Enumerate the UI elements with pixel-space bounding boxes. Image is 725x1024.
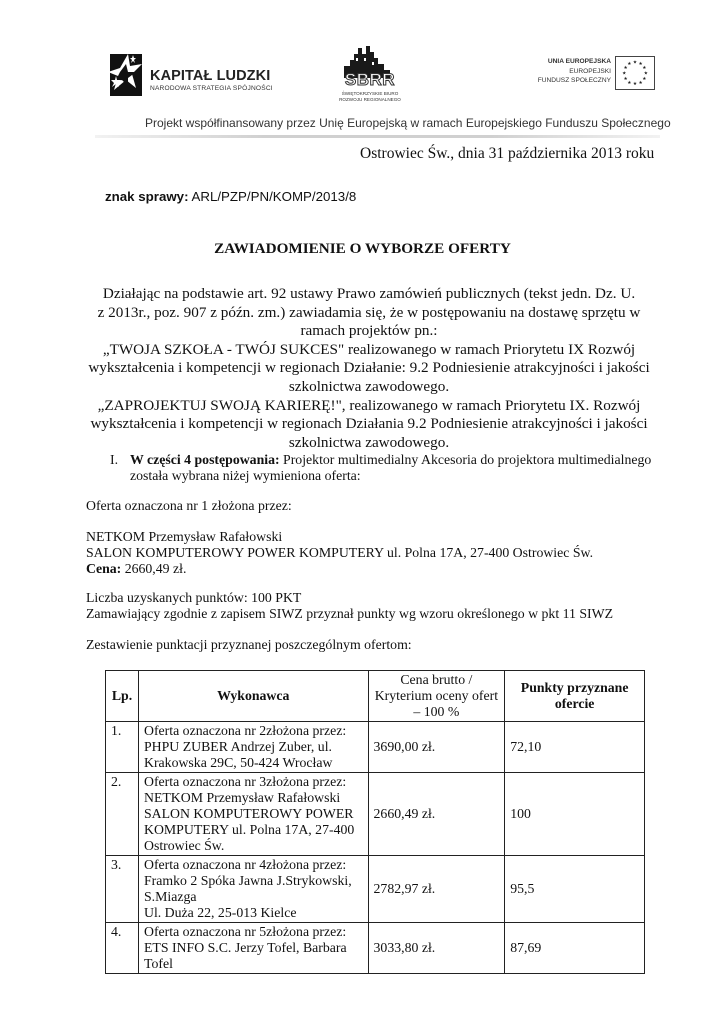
table-header-row — [106, 671, 645, 722]
eu-flag-icon — [615, 56, 655, 90]
part-text-continued: została wybrana niżej wymieniona oferta: — [130, 468, 361, 483]
offer-price — [86, 561, 186, 577]
contractor-line: Oferta oznaczona nr 3złożona przez: — [143, 774, 347, 789]
svg-text:★: ★ — [623, 65, 628, 71]
offer-price-label: Cena: — [86, 561, 122, 576]
offer-price-value: 2660,49 zł. — [121, 561, 187, 576]
row-contractor — [138, 773, 368, 856]
sbrr-subtitle-line: ŚWIĘTOKRZYSKIE BIURO — [341, 91, 399, 96]
intro-line: wykształcenia i kompetencji w regionach Działania 9.2 Podniesienie atrakcyjności i jakości — [90, 415, 648, 433]
row-lp: 3. — [106, 856, 139, 923]
contractor-line: Oferta oznaczona nr 5złożona przez: — [143, 924, 347, 939]
intro-line: szkolnictwa zawodowego. — [288, 433, 450, 451]
row-contractor — [138, 923, 368, 974]
contractor-line: S.Miazga — [143, 889, 197, 904]
intro-line: „ZAPROJEKTUJ SWOJĄ KARIERĘ!", realizowanego w ramach Priorytetu IX. Rozwój — [97, 396, 641, 414]
contractor-line: Oferta oznaczona nr 2złożona przez: — [143, 723, 347, 738]
row-price: 3690,00 zł. — [368, 722, 505, 773]
row-lp: 1. — [106, 722, 139, 773]
sbrr-title: SBRR — [344, 70, 396, 89]
date-line: Ostrowiec Św., dnia 31 października 2013 roku — [360, 145, 655, 162]
kapital-ludzki-emblem-icon — [106, 50, 146, 100]
row-lp: 2. — [106, 773, 139, 856]
svg-text:★: ★ — [632, 82, 638, 88]
offer-heading: Oferta oznaczona nr 1 złożona przez: — [86, 498, 292, 513]
intro-line: z 2013r., poz. 907 z późn. zm.) zawiadamia się, że w postępowaniu na dostawę sprzętu w — [97, 303, 641, 321]
points-table — [105, 670, 645, 974]
row-price: 2782,97 zł. — [368, 856, 505, 923]
svg-text:★: ★ — [622, 71, 627, 77]
svg-text:★: ★ — [623, 77, 628, 83]
contractor-line: Oferta oznaczona nr 4złożona przez: — [143, 857, 347, 872]
kapital-ludzki-subtitle: NARODOWA STRATEGIA SPÓJNOŚCI — [150, 85, 273, 92]
contractor-line: Tofel — [143, 956, 173, 971]
table-row — [106, 773, 645, 856]
case-label: znak sprawy: — [105, 189, 189, 204]
row-lp: 4. — [106, 923, 139, 974]
header-contractor: Wykonawca — [138, 671, 368, 722]
svg-text:★: ★ — [627, 80, 632, 86]
header-points-line: ofercie — [554, 696, 595, 711]
kapital-ludzki-logo — [106, 50, 296, 102]
eu-line-bold: UNIA EUROPEJSKA — [547, 58, 611, 65]
contractor-line: Ul. Duża 22, 25-013 Kielce — [143, 905, 297, 920]
svg-text:★: ★ — [642, 65, 647, 71]
contractor-line: KOMPUTERY ul. Polna 17A, 27-400 — [143, 822, 355, 837]
header-price-line: Cena brutto / — [400, 672, 473, 687]
part-text — [130, 452, 651, 468]
sbrr-subtitle-line: ROZWOJU REGIONALNEGO — [339, 97, 401, 102]
header-lp: Lp. — [106, 671, 139, 722]
header-price-line: Kryterium oceny ofert — [374, 688, 499, 703]
svg-text:★: ★ — [638, 62, 643, 67]
eu-line: FUNDUSZ SPOŁECZNY — [537, 77, 611, 84]
row-points: 87,69 — [505, 923, 645, 974]
offer-address: SALON KOMPUTEROWY POWER KOMPUTERY ul. Polna 17A, 27-400 Ostrowiec Św. — [86, 545, 594, 560]
eu-line — [538, 57, 611, 67]
row-contractor — [138, 722, 368, 773]
contractor-line: Framko 2 Spóka Jawna J.Strykowski, — [143, 873, 352, 888]
offer-points: Liczba uzyskanych punktów: 100 PKT — [86, 590, 302, 605]
sbrr-subtitle — [330, 91, 410, 103]
kapital-ludzki-title: KAPITAŁ LUDZKI — [150, 68, 271, 84]
svg-text:★: ★ — [638, 80, 643, 86]
project-funding-line: Projekt współfinansowany przez Unię Europejską w ramach Europejskiego Funduszu Społecznego — [145, 116, 671, 130]
header-divider — [95, 135, 660, 138]
header-points — [505, 671, 645, 722]
contractor-line: Krakowska 29C, 50-424 Wrocław — [143, 755, 333, 770]
intro-line: szkolnictwa zawodowego. — [288, 377, 450, 395]
letterhead — [0, 0, 725, 140]
contractor-line: SALON KOMPUTEROWY POWER — [143, 806, 354, 821]
row-points: 100 — [505, 773, 645, 856]
case-reference — [105, 189, 356, 204]
table-row — [106, 856, 645, 923]
eu-text — [538, 57, 611, 86]
header-points-line: Punkty przyznane — [520, 680, 629, 695]
row-points: 95,5 — [505, 856, 645, 923]
header-price — [368, 671, 505, 722]
intro-line: wykształcenia i kompetencji w regionach Działanie: 9.2 Podniesienie atrakcyjności i jakości — [88, 359, 650, 377]
contractor-line: PHPU ZUBER Andrzej Zuber, ul. — [143, 739, 332, 754]
row-price: 2660,49 zł. — [368, 773, 505, 856]
intro-line: Działając na podstawie art. 92 ustawy Prawo zamówień publicznych (tekst jedn. Dz. U. — [102, 285, 636, 302]
table-row — [106, 923, 645, 974]
part-label: W części 4 postępowania: — [130, 452, 280, 467]
intro-line: ramach projektów pn.: — [300, 322, 438, 340]
row-points: 72,10 — [505, 722, 645, 773]
header-price-line: – 100 % — [413, 704, 460, 719]
document-title: ZAWIADOMIENIE O WYBORZE OFERTY — [214, 240, 511, 257]
sbrr-logo — [330, 44, 410, 110]
contractor-line: Ostrowiec Św. — [143, 838, 225, 853]
svg-text:★: ★ — [632, 60, 638, 66]
row-contractor — [138, 856, 368, 923]
offer-company: NETKOM Przemysław Rafałowski — [86, 529, 283, 544]
svg-text:★: ★ — [642, 77, 647, 83]
eu-line: EUROPEJSKI — [569, 67, 611, 75]
offer-note: Zamawiający zgodnie z zapisem SIWZ przyznał punkty wg wzoru określonego w pkt 11 SIWZ — [86, 606, 614, 621]
svg-text:★: ★ — [643, 71, 648, 77]
intro-paragraph — [84, 285, 654, 452]
case-value: ARL/PZP/PN/KOMP/2013/8 — [191, 189, 357, 204]
svg-text:★: ★ — [627, 62, 632, 67]
table-row — [106, 722, 645, 773]
summary-heading: Zestawienie punktacji przyznanej poszczególnym ofertom: — [86, 637, 412, 652]
part-description: Projektor multimedialny Akcesoria do projektora multimedialnego — [279, 452, 652, 467]
contractor-line: ETS INFO S.C. Jerzy Tofel, Barbara — [143, 940, 347, 955]
intro-line: „TWOJA SZKOŁA - TWÓJ SUKCES" realizowanego w ramach Priorytetu IX Rozwój — [102, 340, 636, 358]
row-price: 3033,80 zł. — [368, 923, 505, 974]
part-number: I. — [110, 452, 119, 467]
eu-social-fund-logo — [525, 56, 655, 98]
contractor-line: NETKOM Przemysław Rafałowski — [143, 790, 341, 805]
